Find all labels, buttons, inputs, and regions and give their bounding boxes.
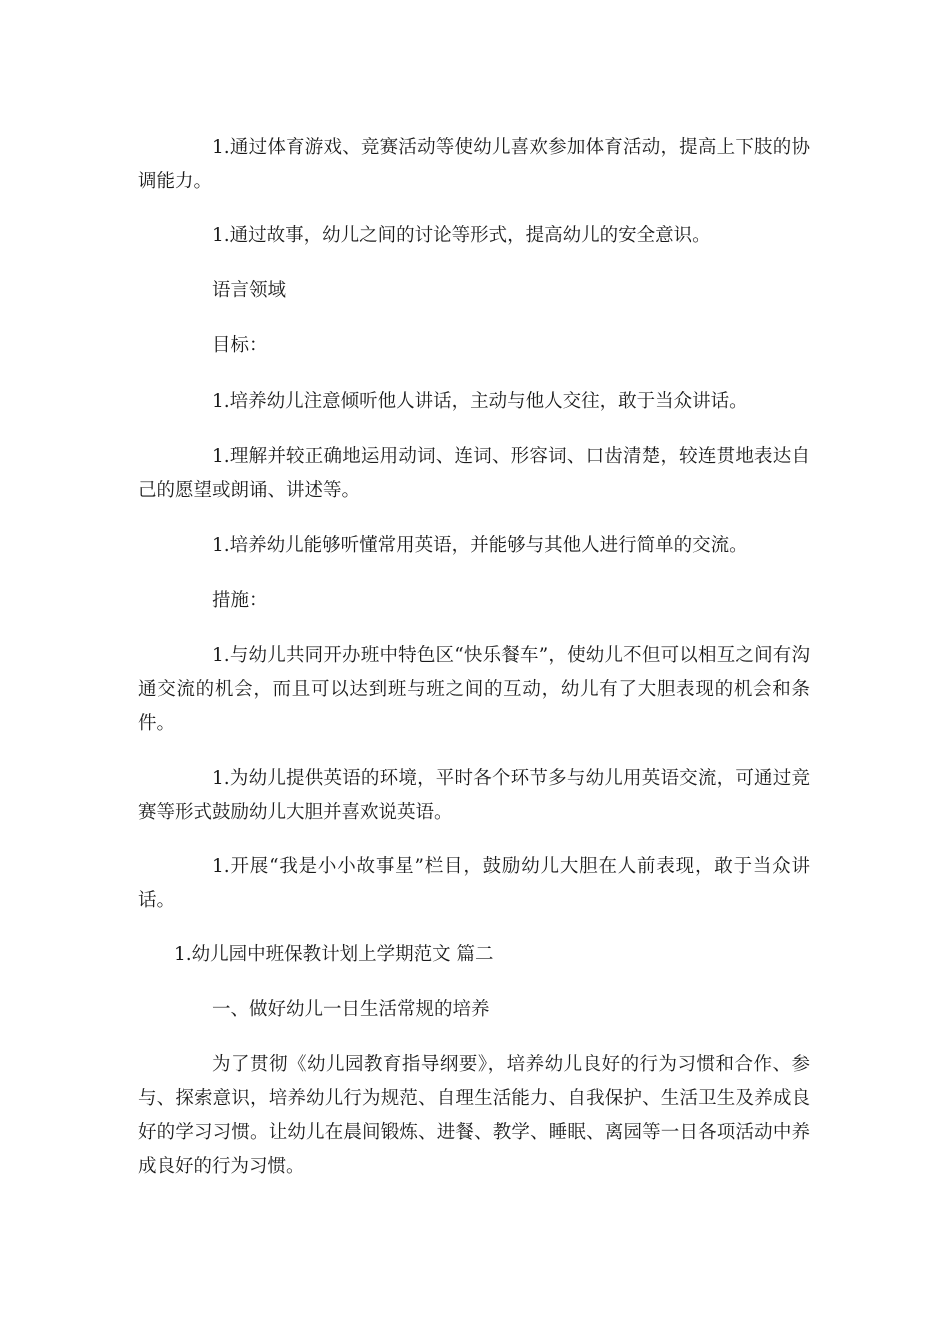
label-measures: 措施：: [212, 590, 268, 611]
label-goals: 目标：: [212, 335, 268, 356]
paragraph-measure-english-env: 1.为幼儿提供英语的环境，平时各个环节多与幼儿用英语交流，可通过竞赛等形式鼓励幼儿大胆并喜欢说英语。: [138, 768, 810, 823]
section-heading-language: 语言领域: [212, 280, 287, 301]
paragraph-goal-expression: 1.理解并较正确地运用动词、连词、形容词、口齿清楚，较连贯地表达自己的愿望或朗诵、讲述等。: [138, 446, 810, 501]
paragraph-safety-awareness: 1.通过故事，幼儿之间的讨论等形式，提高幼儿的安全意识。: [212, 225, 711, 246]
paragraph-measure-story-star: 1.开展“我是小小故事星”栏目，鼓励幼儿大胆在人前表现，敢于当众讲话。: [138, 856, 810, 911]
section-heading-part-two: 1.幼儿园中班保教计划上学期范文 篇二: [174, 944, 494, 965]
paragraph-daily-routine-intro: 为了贯彻《幼儿园教育指导纲要》，培养幼儿良好的行为习惯和合作、参与、探索意识，培养幼儿行为规范、自理生活能力、自我保护、生活卫生及养成良好的学习习惯。让幼儿在晨间锻炼、进餐、教学、睡眠、离园等一日各项活动中养成良好的行为习惯。: [138, 1054, 810, 1177]
paragraph-pe-coordination: 1.通过体育游戏、竞赛活动等使幼儿喜欢参加体育活动，提高上下肢的协调能力。: [138, 137, 810, 192]
paragraph-goal-listening: 1.培养幼儿注意倾听他人讲话，主动与他人交往，敢于当众讲话。: [212, 391, 748, 412]
section-heading-daily-routine: 一、做好幼儿一日生活常规的培养: [212, 999, 490, 1020]
paragraph-goal-english: 1.培养幼儿能够听懂常用英语，并能够与其他人进行简单的交流。: [212, 535, 748, 556]
paragraph-measure-food-cart: 1.与幼儿共同开办班中特色区“快乐餐车”，使幼儿不但可以相互之间有沟通交流的机会，而且可以达到班与班之间的互动，幼儿有了大胆表现的机会和条件。: [138, 645, 810, 734]
